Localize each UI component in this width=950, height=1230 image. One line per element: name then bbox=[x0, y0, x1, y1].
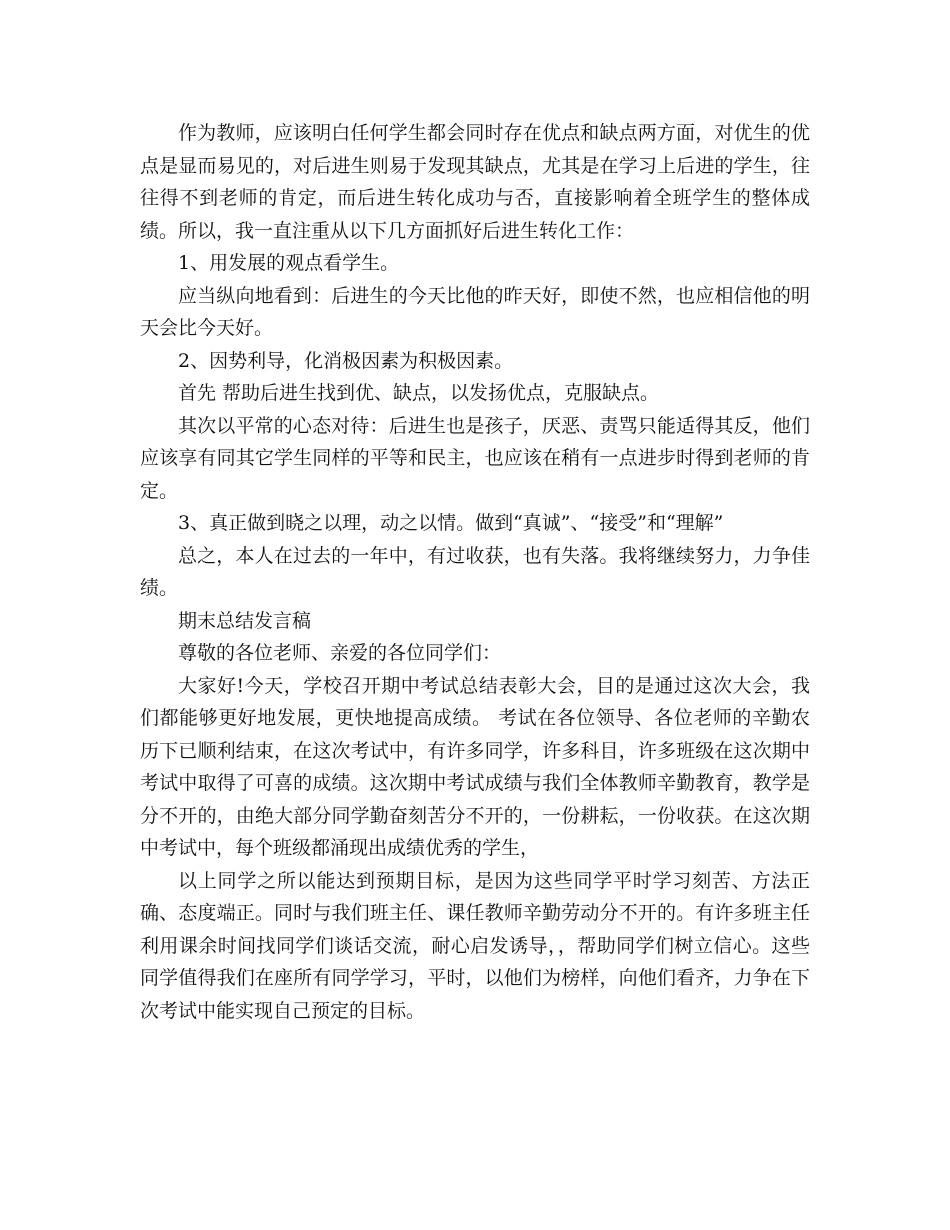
paragraph-point-2: 2、因势利导，化消极因素为积极因素。 bbox=[178, 349, 514, 372]
paragraph-point-3: 3、真正做到晓之以理，动之以情。做到“真诚”、“接受”和“理解” bbox=[178, 512, 724, 534]
paragraph-point-2-first: 首先 帮助后进生找到优、缺点，以发扬优点，克服缺点。 bbox=[178, 382, 660, 404]
salutation: 尊敬的各位老师、亲爱的各位同学们： bbox=[178, 642, 502, 664]
document-body bbox=[140, 117, 810, 1027]
section-title: 期末总结发言稿 bbox=[178, 609, 312, 632]
paragraph-speech-2: 以上同学之所以能达到预期目标，是因为这些同学平时学习刻苦、方法正确、态度端正。同时与我们班主任、课任教师辛勤劳动分不开的。有许多班主任利用课余时间找同学们谈话交流，耐心启发诱导，，帮助同学们树立信心。这些同学值得我们在座所有同学学习，平时，以他们为榜样，向他们看齐，力争在下次考试中能实现自己预定的目标。 bbox=[140, 869, 810, 1022]
paragraph-speech-1: 大家好!今天，学校召开期中考试总结表彰大会，目的是通过这次大会，我们都能够更好地发展，更快地提高成绩。 考试在各位领导、各位老师的辛勤农历下已顺利结束，在这次考试中，有许多同学，许多科目，许多班级在这次期中考试中取得了可喜的成绩。这次期中考试成绩与我们全体教师辛勤教育，教学是分不开的，由绝大部分同学勤奋刻苦分不开的，一份耕耘，一份收获。在这次期中考试中，每个班级都涌现出成绩优秀的学生， bbox=[140, 674, 810, 859]
paragraph-point-2-second: 其次以平常的心态对待：后进生也是孩子，厌恶、责骂只能适得其反，他们应该享有同其它学生同样的平等和民主，也应该在稍有一点进步时得到老师的肯定。 bbox=[140, 414, 810, 502]
paragraph-point-1: 1、用发展的观点看学生。 bbox=[178, 252, 400, 274]
paragraph-conclusion: 总之，本人在过去的一年中，有过收获，也有失落。我将继续努力，力争佳绩。 bbox=[140, 544, 810, 599]
paragraph-intro: 作为教师，应该明白任何学生都会同时存在优点和缺点两方面，对优生的优点是显而易见的，对后进生则易于发现其缺点，尤其是在学习上后进的学生，往往得不到老师的肯定，而后进生转化成功与否，直接影响着全班学生的整体成绩。所以，我一直注重从以下几方面抓好后进生转化工作： bbox=[140, 122, 810, 242]
paragraph-point-1-detail: 应当纵向地看到：后进生的今天比他的昨天好，即使不然，也应相信他的明天会比今天好。 bbox=[140, 284, 810, 339]
